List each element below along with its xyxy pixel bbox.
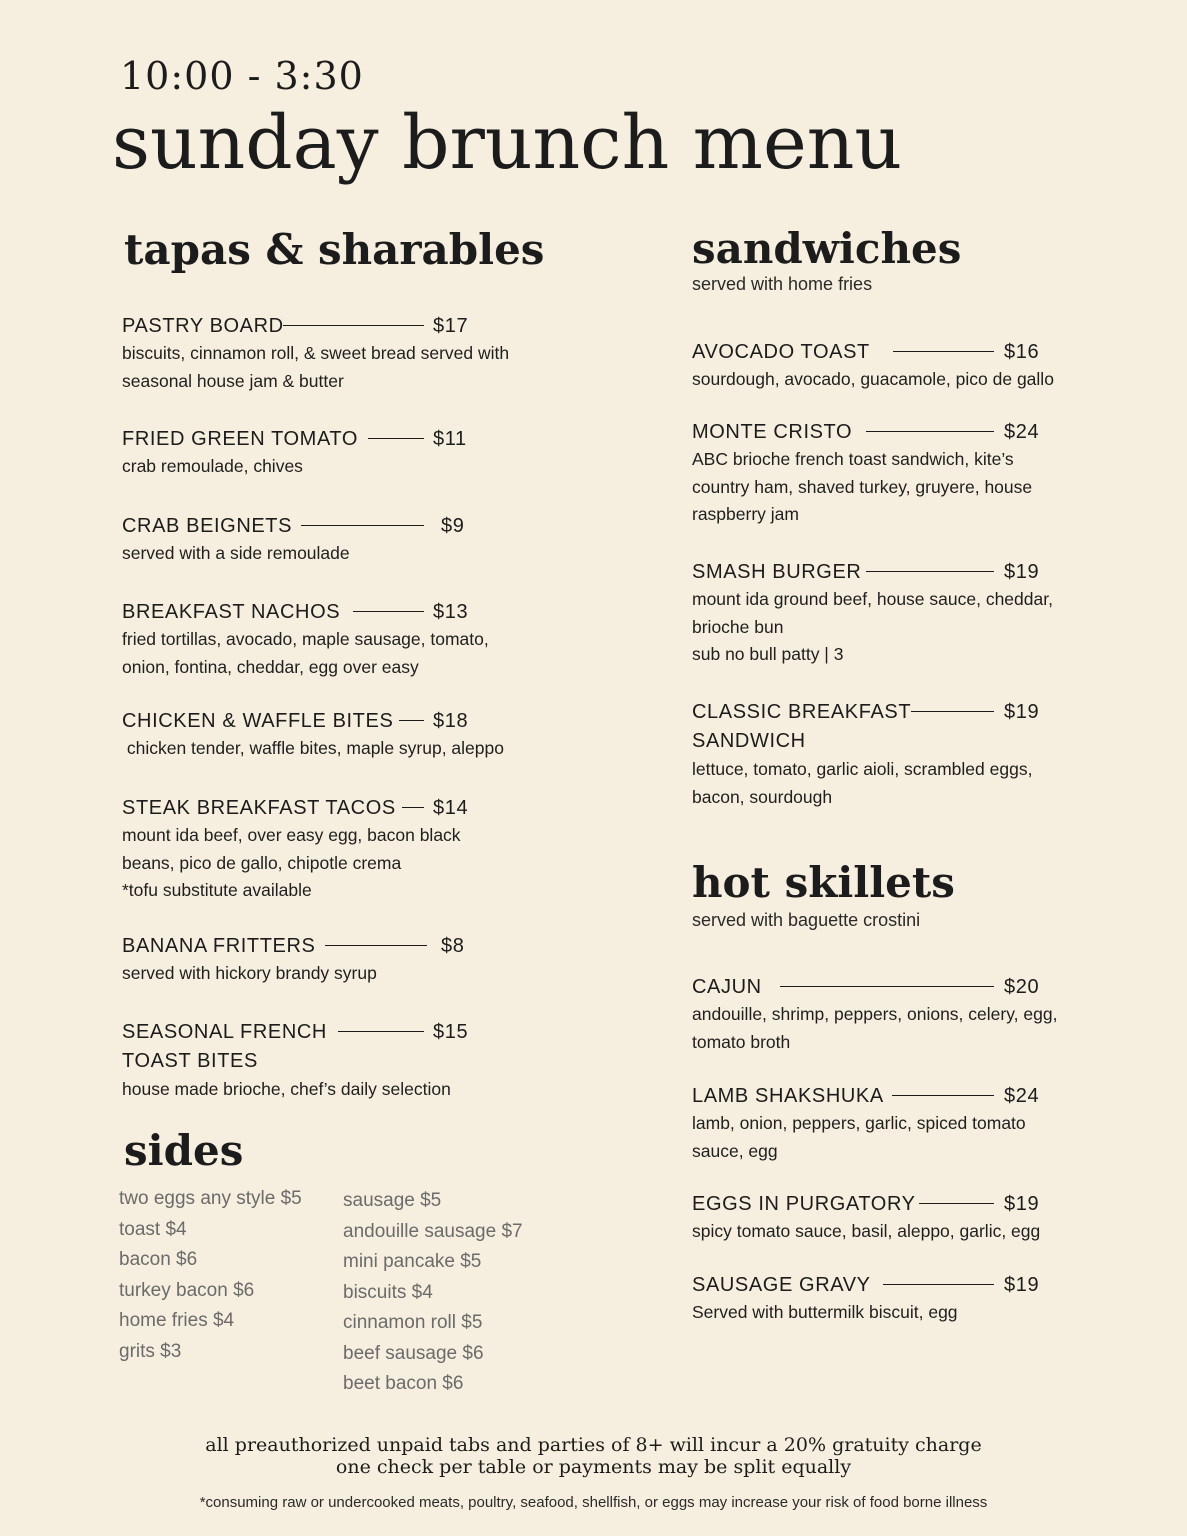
description-line: Served with buttermilk biscuit, egg [692, 1302, 958, 1322]
description-line: raspberry jam [692, 504, 799, 524]
menu-item-price: $11 [433, 428, 467, 450]
menu-item-description [122, 1076, 451, 1104]
menu-item-price: $19 [1004, 561, 1040, 583]
section-title-sandwiches: sandwiches [692, 224, 962, 273]
leader-line [338, 1031, 424, 1032]
menu-item-header [692, 1082, 1026, 1110]
menu-item-description [692, 1218, 1040, 1246]
side-item: beef sausage $6 [343, 1342, 484, 1364]
description-line: mount ida ground beef, house sauce, cheddar, [692, 589, 1053, 609]
menu-item-description [692, 1110, 1026, 1165]
leader-line [780, 986, 994, 987]
menu-item-description [692, 366, 1054, 394]
leader-line [866, 431, 994, 432]
description-line: onion, fontina, cheddar, egg over easy [122, 656, 419, 677]
menu-item-description [692, 586, 1053, 669]
menu-item-description [692, 1299, 958, 1327]
leader-line [283, 325, 424, 326]
section-title-tapas: tapas & sharables [124, 225, 545, 274]
description-line: seasonal house jam & butter [122, 370, 344, 391]
menu-item-description [122, 960, 377, 988]
menu-item-price: $14 [433, 797, 469, 819]
menu-item-price: $9 [441, 515, 465, 537]
description-line: sub no bull patty | 3 [692, 644, 844, 664]
section-subtitle-sandwiches: served with home fries [692, 274, 873, 294]
menu-item-monte-cristo [692, 418, 1040, 529]
food-safety-disclaimer: *consuming raw or undercooked meats, poultry, seafood, shellfish, or eggs may increase your risk of food borne illness [199, 1494, 988, 1511]
menu-item-name: FRIED GREEN TOMATO [122, 427, 359, 450]
sides-column-left [119, 1188, 302, 1371]
menu-item-header [692, 973, 1057, 1001]
menu-item-smash-burger [692, 558, 1053, 669]
menu-item-breakfast-nachos [122, 598, 489, 681]
side-item: cinnamon roll $5 [343, 1312, 483, 1333]
menu-item-price: $18 [433, 710, 469, 732]
side-item: andouille sausage $7 [343, 1220, 523, 1242]
description-line: house made brioche, chef’s daily selection [122, 1079, 451, 1099]
menu-item-header [692, 698, 1032, 726]
side-item: grits $3 [119, 1340, 182, 1362]
leader-line [883, 1284, 994, 1285]
menu-item-name: CRAB BEIGNETS [122, 514, 293, 537]
description-line: sourdough, avocado, guacamole, pico de gallo [692, 369, 1054, 389]
menu-item-price: $19 [1004, 1274, 1040, 1296]
leader-line [866, 571, 994, 572]
menu-item-header [122, 1018, 451, 1046]
menu-item-steak-breakfast-tacos [122, 794, 469, 905]
menu-item-price: $13 [433, 601, 469, 623]
menu-item-name: SEASONAL FRENCH [122, 1020, 327, 1043]
menu-item-name-continued: TOAST BITES [122, 1050, 258, 1072]
menu-item-crab-beignets [122, 512, 465, 568]
menu-item-name: SMASH BURGER [692, 560, 862, 583]
menu-item-price: $20 [1004, 976, 1040, 998]
menu-item-sausage-gravy [692, 1271, 1040, 1327]
description-line: tomato broth [692, 1031, 791, 1052]
menu-item-price: $24 [1004, 421, 1040, 443]
menu-item-header [122, 932, 377, 960]
menu-item-name: LAMB SHAKSHUKA [692, 1084, 884, 1107]
side-item: biscuits $4 [343, 1281, 433, 1303]
description-line: fried tortillas, avocado, maple sausage, tomato, [122, 629, 489, 649]
menu-item-header [692, 558, 1053, 586]
menu-item-header [692, 418, 1032, 446]
description-line: chicken tender, waffle bites, maple syrup, aleppo [122, 738, 504, 758]
service-hours: 10:00 - 3:30 [120, 54, 364, 98]
gratuity-notice: all preauthorized unpaid tabs and parties of 8+ will incur a 20% gratuity charge [205, 1434, 982, 1456]
section-title-skillets: hot skillets [692, 858, 955, 907]
menu-item-lamb-shakshuka [692, 1082, 1040, 1165]
description-line: beans, pico de gallo, chipotle crema [122, 852, 402, 873]
menu-item-name: CHICKEN & WAFFLE BITES [122, 709, 394, 732]
menu-item-name: CAJUN [692, 975, 762, 998]
menu-item-name: BREAKFAST NACHOS [122, 600, 341, 623]
page-title: sunday brunch menu [112, 100, 903, 186]
menu-item-price: $16 [1004, 341, 1040, 363]
leader-line [399, 720, 424, 721]
description-line: crab remoulade, chives [122, 456, 303, 476]
menu-item-avocado-toast [692, 338, 1054, 394]
leader-line [911, 711, 994, 712]
description-line: *tofu substitute available [122, 880, 312, 900]
description-line: served with hickory brandy syrup [122, 963, 377, 983]
menu-item-name-continued: SANDWICH [692, 730, 806, 752]
sides-column-right [343, 1190, 523, 1404]
menu-item-header [692, 1271, 958, 1299]
description-line: andouille, shrimp, peppers, onions, celery, egg, [692, 1004, 1058, 1024]
leader-line [325, 945, 427, 946]
side-item: bacon $6 [119, 1249, 198, 1270]
menu-item-header [692, 338, 1054, 366]
leader-line [893, 351, 994, 352]
menu-item-chicken-waffle-bites [122, 707, 504, 763]
menu-item-seasonal-french-toast-bites [122, 1018, 469, 1104]
menu-item-header [692, 1190, 1040, 1218]
side-item: two eggs any style $5 [119, 1188, 302, 1209]
description-line: bacon, sourdough [692, 786, 833, 807]
side-item: mini pancake $5 [343, 1251, 482, 1272]
menu-item-description [122, 822, 461, 905]
menu-item-name: CLASSIC BREAKFAST [692, 700, 912, 723]
menu-item-price: $8 [441, 935, 465, 957]
leader-line [402, 807, 424, 808]
menu-item-name: SAUSAGE GRAVY [692, 1273, 871, 1296]
menu-item-name: EGGS IN PURGATORY [692, 1192, 916, 1215]
menu-item-description [122, 453, 358, 481]
menu-item-price: $19 [1004, 701, 1040, 723]
description-line: country ham, shaved turkey, gruyere, house [692, 476, 1033, 497]
menu-item-description [122, 340, 509, 395]
menu-item-description [692, 1001, 1057, 1056]
menu-item-header [122, 512, 350, 540]
menu-item-name: MONTE CRISTO [692, 420, 853, 443]
side-item: beet bacon $6 [343, 1373, 464, 1394]
side-item: sausage $5 [343, 1190, 442, 1211]
menu-item-description [122, 540, 350, 568]
leader-line [368, 438, 424, 439]
menu-item-fried-green-tomato [122, 425, 467, 481]
menu-item-cajun [692, 973, 1057, 1056]
description-line: spicy tomato sauce, basil, aleppo, garlic, egg [692, 1221, 1041, 1241]
description-line: ABC brioche french toast sandwich, kite’s [692, 449, 1014, 469]
split-check-notice: one check per table or payments may be split equally [335, 1456, 852, 1478]
side-item: turkey bacon $6 [119, 1279, 255, 1301]
side-item: toast $4 [119, 1218, 187, 1240]
leader-line [301, 525, 424, 526]
section-subtitle-skillets: served with baguette crostini [692, 910, 921, 930]
menu-item-eggs-in-purgatory [692, 1190, 1040, 1246]
menu-item-name: STEAK BREAKFAST TACOS [122, 796, 396, 819]
description-line: lettuce, tomato, garlic aioli, scrambled eggs, [692, 759, 1033, 779]
leader-line [919, 1203, 994, 1204]
section-title-sides: sides [124, 1126, 244, 1175]
menu-item-description [692, 756, 1032, 811]
menu-item-name: AVOCADO TOAST [692, 340, 870, 363]
menu-item-description [122, 735, 504, 763]
menu-item-pastry-board [122, 312, 509, 395]
description-line: biscuits, cinnamon roll, & sweet bread served with [122, 343, 510, 363]
leader-line [892, 1095, 994, 1096]
menu-item-header [122, 425, 358, 453]
menu-item-banana-fritters [122, 932, 465, 988]
description-line: mount ida beef, over easy egg, bacon black [122, 825, 461, 845]
menu-item-header [122, 794, 461, 822]
leader-line [353, 611, 424, 612]
description-line: served with a side remoulade [122, 543, 350, 563]
description-line: sauce, egg [692, 1140, 778, 1161]
menu-item-description [122, 626, 489, 681]
menu-item-description [692, 446, 1032, 529]
menu-item-price: $19 [1004, 1193, 1040, 1215]
menu-item-price: $24 [1004, 1085, 1040, 1107]
menu-item-classic-breakfast-sandwich [692, 698, 1040, 811]
description-line: lamb, onion, peppers, garlic, spiced tomato [692, 1113, 1026, 1133]
menu-item-price: $17 [433, 315, 469, 337]
menu-item-name: PASTRY BOARD [122, 314, 284, 337]
side-item: home fries $4 [119, 1310, 235, 1331]
menu-item-price: $15 [433, 1021, 469, 1043]
menu-item-name: BANANA FRITTERS [122, 934, 316, 957]
description-line: brioche bun [692, 616, 784, 637]
